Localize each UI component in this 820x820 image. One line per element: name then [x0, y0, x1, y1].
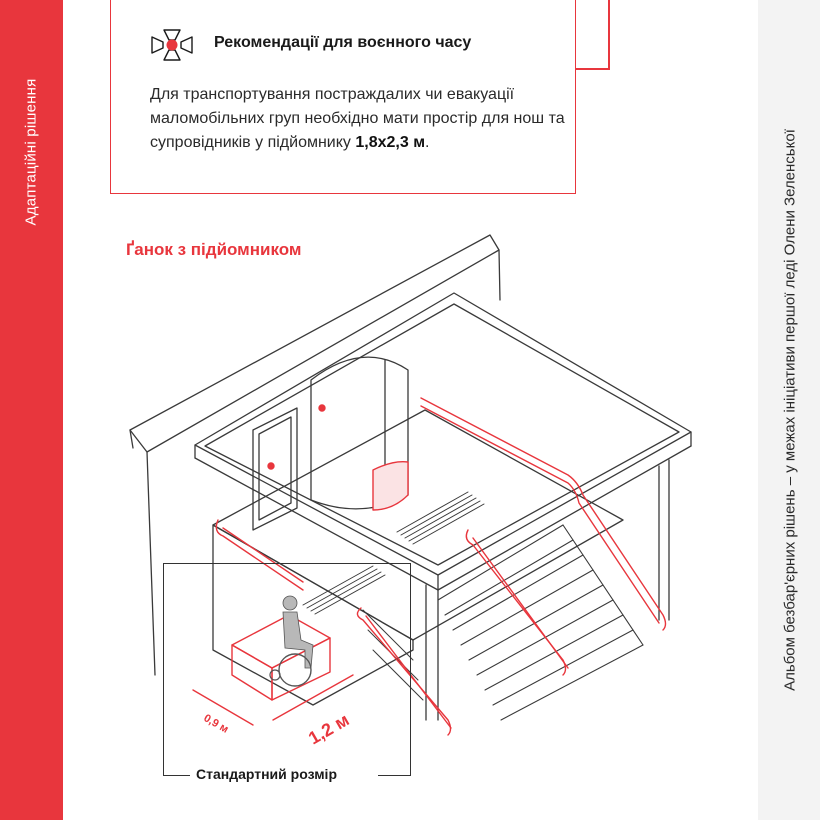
recommendation-body-text: Для транспортування постраждалих чи евакуації маломобільних груп необхідно мати простір для нош та супровідників у підйомнику [150, 86, 565, 151]
recommendation-box-step-vertical [608, 0, 610, 69]
recommendation-size: 1,8х2,3 м [355, 134, 426, 151]
door [259, 417, 291, 520]
section-title: Ґанок з підйомником [126, 240, 302, 259]
dim-label-width: 0,9 м [201, 712, 231, 736]
left-sidebar-label: Адаптаційні рішення [22, 78, 40, 226]
lift-door [373, 462, 408, 510]
roof-canopy [195, 293, 691, 575]
back-wall [130, 235, 499, 452]
emergency-cross-icon [150, 28, 194, 62]
roof-canopy-inner [205, 304, 679, 565]
dim-label-length: 1,2 м [305, 709, 353, 749]
standard-size-caption: Стандартний розмір [190, 766, 343, 782]
caption-line-right [378, 775, 411, 776]
recommendation-box-step [576, 68, 610, 70]
right-sidebar-label: Альбом безбар'єрних рішень – у межах ініціативи першої леді Олени Зеленської [781, 129, 799, 691]
recommendation-title: Рекомендації для воєнного часу [214, 34, 472, 51]
recommendation-body [150, 83, 570, 155]
caption-line-left [163, 775, 191, 776]
tactile-strip [397, 492, 484, 544]
standard-size-frame [163, 563, 411, 776]
recommendation-body-end: . [425, 134, 430, 151]
stairs [438, 525, 643, 720]
